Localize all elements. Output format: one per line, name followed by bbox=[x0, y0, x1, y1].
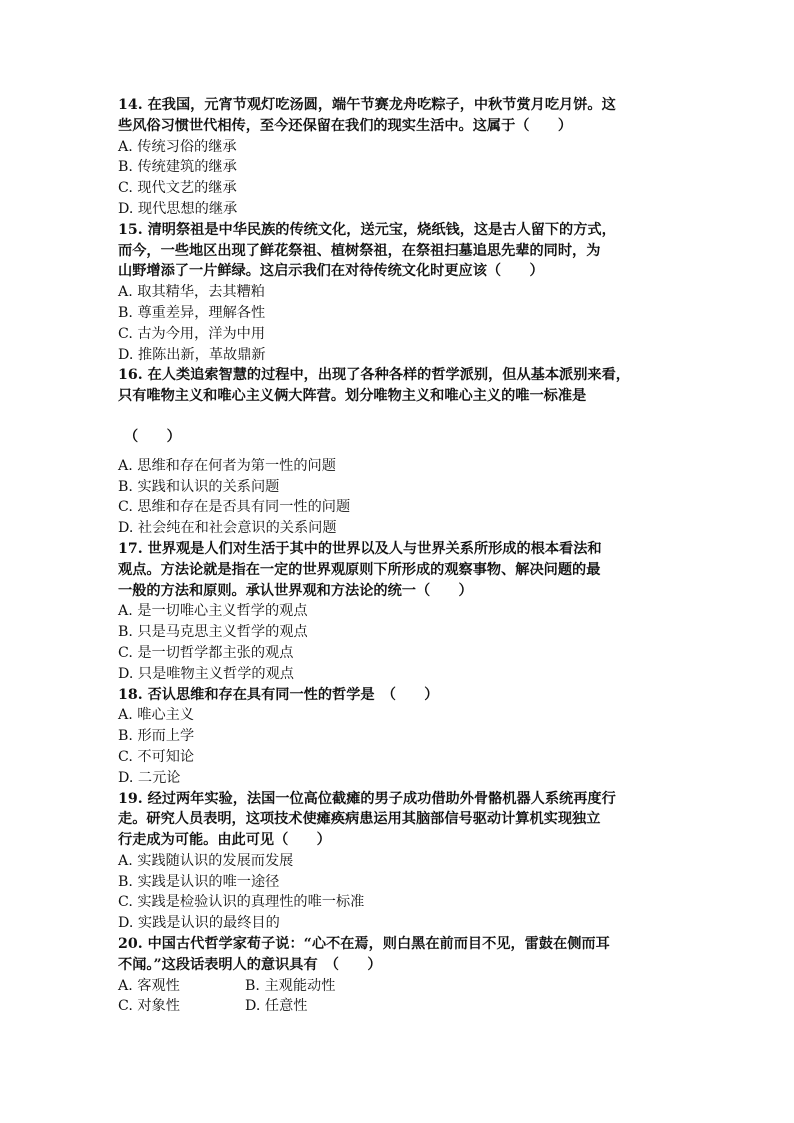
question-17-option-d: D. 只是唯物主义哲学的观点 bbox=[118, 665, 294, 682]
question-17-option-b: B. 只是马克思主义哲学的观点 bbox=[118, 624, 308, 641]
question-17-option-a: A. 是一切唯心主义哲学的观点 bbox=[118, 603, 308, 620]
question-14-option-a: A. 传统习俗的继承 bbox=[118, 138, 237, 155]
question-14-line-2: 些风俗习惯世代相传，至今还保留在我们的现实生活中。这属于（ ） bbox=[118, 117, 573, 134]
question-19 bbox=[118, 789, 678, 935]
question-16-spacer bbox=[118, 407, 678, 427]
question-17-line-3: 一般的方法和原则。承认世界观和方法论的统一（ ） bbox=[118, 582, 473, 599]
question-15-option-d: D. 推陈出新，革故鼎新 bbox=[118, 346, 266, 363]
question-20-line-1: 20. 中国古代哲学家荀子说：“心不在焉，则白黑在前而目不见，雷鼓在侧而耳 bbox=[118, 936, 610, 953]
question-20-line-2: 不闻。”这段话表明人的意识具有 （ ） bbox=[118, 956, 382, 973]
question-18-option-d: D. 二元论 bbox=[118, 769, 181, 786]
question-16-option-b: B. 实践和认识的关系问题 bbox=[118, 478, 280, 495]
question-16-answer-paren: （ ） bbox=[124, 428, 181, 445]
question-15-line-2: 而今，一些地区出现了鲜花祭祖、植树祭祖，在祭祖扫墓追思先辈的同时，为 bbox=[118, 242, 601, 259]
exam-page bbox=[118, 95, 678, 1017]
question-20-option-c: C. 对象性 bbox=[118, 998, 180, 1015]
question-17 bbox=[118, 539, 678, 685]
question-18-option-a: A. 唯心主义 bbox=[118, 707, 195, 724]
question-18-option-b: B. 形而上学 bbox=[118, 728, 195, 745]
question-20-options-row-1 bbox=[118, 976, 678, 997]
question-17-line-1: 17. 世界观是人们对生活于其中的世界以及人与世界关系所形成的根本看法和 bbox=[118, 540, 602, 557]
question-16-spacer-2 bbox=[118, 448, 678, 456]
question-19-line-2: 走。研究人员表明，这项技术使瘫痪病患运用其脑部信号驱动计算机实现独立 bbox=[118, 811, 601, 828]
question-16-line-1: 16. 在人类追索智慧的过程中，出现了各种各样的哲学派别，但从基本派别来看， bbox=[118, 367, 630, 384]
question-19-line-3: 行走成为可能。由此可见（ ） bbox=[118, 832, 331, 849]
question-14 bbox=[118, 95, 678, 220]
question-16-option-c: C. 思维和存在是否具有同一性的问题 bbox=[118, 499, 351, 516]
question-17-line-2: 观点。方法论就是指在一定的世界观原则下所形成的观察事物、解决问题的最 bbox=[118, 561, 601, 578]
question-14-option-c: C. 现代文艺的继承 bbox=[118, 180, 237, 197]
question-15-option-a: A. 取其精华，去其糟粕 bbox=[118, 284, 265, 301]
question-19-option-d: D. 实践是认识的最终目的 bbox=[118, 915, 280, 932]
question-20-option-b: B. 主观能动性 bbox=[245, 977, 336, 994]
question-16-option-a: A. 思维和存在何者为第一性的问题 bbox=[118, 457, 336, 474]
question-15-line-3: 山野增添了一片鲜绿。这启示我们在对待传统文化时更应该（ ） bbox=[118, 263, 544, 280]
question-19-option-a: A. 实践随认识的发展而发展 bbox=[118, 852, 294, 869]
question-17-option-c: C. 是一切哲学都主张的观点 bbox=[118, 644, 294, 661]
question-18-option-c: C. 不可知论 bbox=[118, 748, 195, 765]
question-16-option-d: D. 社会纯在和社会意识的关系问题 bbox=[118, 520, 337, 537]
question-16-line-2: 只有唯物主义和唯心主义俩大阵营。划分唯物主义和唯心主义的唯一标准是 bbox=[118, 388, 587, 405]
question-14-line-1: 14. 在我国，元宵节观灯吃汤圆，端午节赛龙舟吃粽子，中秋节赏月吃月饼。这 bbox=[118, 97, 616, 113]
question-20 bbox=[118, 934, 678, 1017]
question-20-options-row-2 bbox=[118, 996, 678, 1017]
question-15-option-c: C. 古为今用，洋为中用 bbox=[118, 325, 266, 342]
question-14-option-b: B. 传统建筑的继承 bbox=[118, 159, 237, 176]
question-16 bbox=[118, 365, 678, 539]
question-15-option-b: B. 尊重差异，理解各性 bbox=[118, 304, 266, 321]
question-19-line-1: 19. 经过两年实验，法国一位高位截瘫的男子成功借助外骨骼机器人系统再度行 bbox=[118, 790, 616, 807]
question-18 bbox=[118, 685, 678, 789]
question-18-line-1: 18. 否认思维和存在具有同一性的哲学是 （ ） bbox=[118, 686, 439, 703]
question-15 bbox=[118, 220, 678, 366]
question-14-option-d: D. 现代思想的继承 bbox=[118, 200, 238, 217]
question-19-option-b: B. 实践是认识的唯一途径 bbox=[118, 873, 280, 890]
question-20-option-a: A. 客观性 bbox=[118, 977, 180, 994]
question-20-option-d: D. 任意性 bbox=[245, 998, 308, 1015]
question-19-option-c: C. 实践是检验认识的真理性的唯一标准 bbox=[118, 894, 365, 911]
question-15-line-1: 15. 清明祭祖是中华民族的传统文化，送元宝，烧纸钱，这是古人留下的方式， bbox=[118, 221, 616, 238]
